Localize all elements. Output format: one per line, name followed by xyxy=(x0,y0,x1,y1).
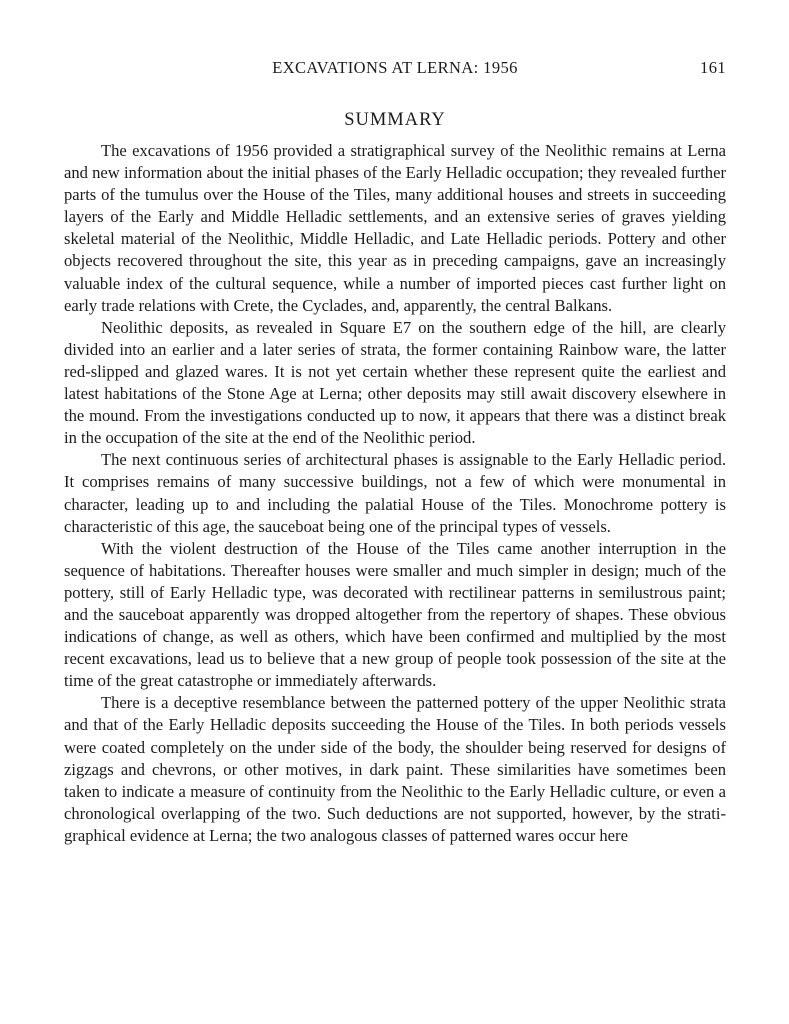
paragraph-2: Neolithic deposits, as revealed in Square E7 on the southern edge of the hill, are clearly divided into an earlier and a later series of strata, the former containing Rainbow ware, the latter red-slipped and glazed wares. It is not yet certain whether these represent quite the earliest and latest habitations of the Stone Age at Lerna; other deposits may still await discovery elsewhere in the mound. From the investigations conducted up to now, it appears that there was a distinct break in the occupation of the site at the end of the Neolithic period. xyxy=(64,317,726,448)
page-number: 161 xyxy=(700,58,726,77)
paragraph-5: There is a deceptive resemblance between the patterned pottery of the upper Neolithic strata and that of the Early Helladic deposits succeeding the House of the Tiles. In both periods vessels were coated completely on the under side of the body, the shoulder being reserved for designs of zigzags and chevrons, or other motives, in dark paint. These similarities have sometimes been taken to indicate a measure of continuity from the Neolithic to the Early Helladic culture, or even a chronological overlapping of the two. Such deductions are not supported, however, by the stratigraphical evidence at Lerna; the two analogous classes of patterned wares occur here xyxy=(64,693,726,845)
paragraph-3: The next continuous series of architectural phases is assignable to the Early Helladic period. It comprises remains of many successive buildings, not a few of which were monumental in character, leading up to and including the palatial House of the Tiles. Monochrome pottery is characteristic of this age, the sauceboat being one of the principal types of vessels. xyxy=(64,450,726,536)
running-head xyxy=(64,58,726,80)
section-heading: SUMMARY xyxy=(344,110,446,130)
running-title: EXCAVATIONS AT LERNA: 1956 xyxy=(272,58,518,77)
body-text xyxy=(64,140,726,847)
paragraph-4: With the violent destruction of the House of the Tiles came another interruption in the sequence of habitations. Thereafter houses were smaller and much simpler in design; much of the pottery, still of Early Helladic type, was decorated with rectilinear patterns in semilustrous paint; and the sauceboat apparently was dropped altogether from the repertory of shapes. These obvious indications of change, as well as others, which have been confirmed and multiplied by the most recent excavations, lead us to believe that a new group of people took possession of the site at the time of the great catastrophe or immediately afterwards. xyxy=(64,538,726,691)
paragraph-1: The excavations of 1956 provided a stratigraphical survey of the Neolithic remains at Lerna and new information about the initial phases of the Early Helladic occupation; they revealed further parts of the tumulus over the House of the Tiles, many additional houses and streets in succeeding layers of the Early and Middle Helladic settlements, and an extensive series of graves yielding skeletal material of the Neolithic, Middle Helladic, and Late Helladic periods. Pottery and other objects recovered throughout the site, this year as in preceding campaigns, gave an increasingly valuable index of the cultural sequence, while a number of imported pieces cast further light on early trade relations with Crete, the Cyclades, and, apparently, the central Balkans. xyxy=(64,141,726,315)
